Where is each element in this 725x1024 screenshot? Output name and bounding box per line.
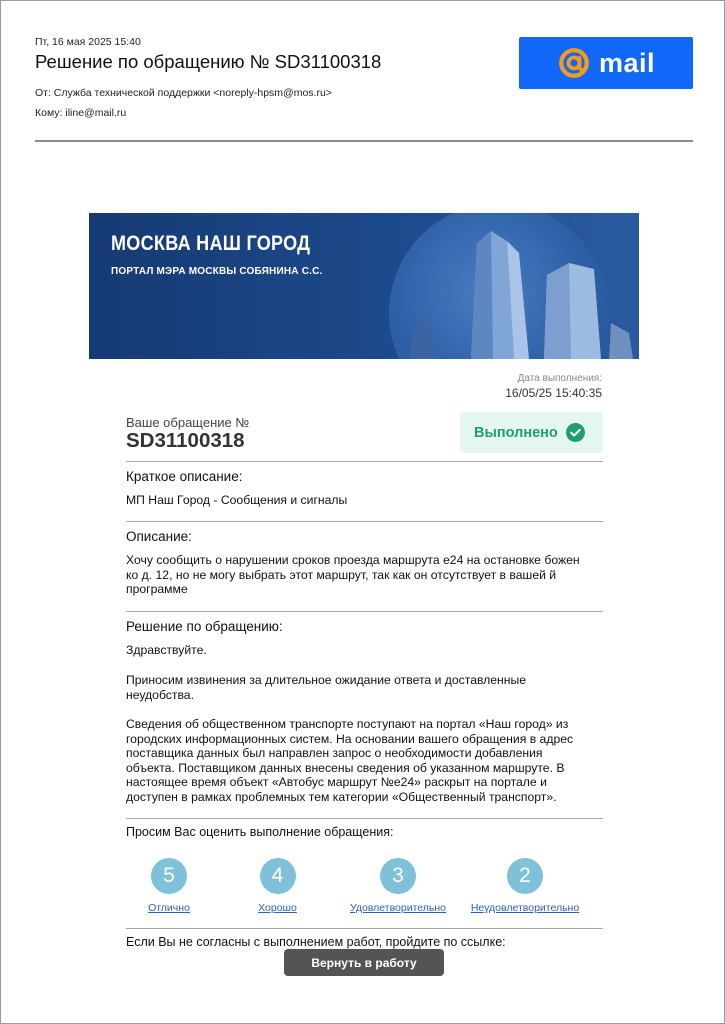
solution-title: Решение по обращению: — [126, 619, 283, 634]
completion-date-label: Дата выполнения: — [517, 373, 602, 384]
email-date: Пт, 16 мая 2025 15:40 — [35, 36, 141, 48]
solution-greeting: Здравствуйте. — [126, 643, 207, 657]
status-badge-text: Выполнено — [474, 424, 558, 441]
rating-link-satisfactory[interactable]: Удовлетворительно — [350, 902, 447, 914]
divider — [126, 818, 603, 819]
rating-option-3[interactable] — [350, 858, 446, 914]
rating-score-circle[interactable]: 5 — [151, 858, 187, 894]
banner-subtitle: ПОРТАЛ МЭРА МОСКВЫ СОБЯНИНА С.С. — [111, 266, 323, 277]
brief-description-text: МП Наш Город - Сообщения и сигналы — [126, 493, 348, 507]
banner-title: МОСКВА НАШ ГОРОД — [111, 232, 311, 255]
request-number-label: Ваше обращение № — [126, 415, 250, 430]
rating-option-5[interactable] — [148, 858, 190, 914]
disagree-text: Если Вы не согласны с выполнением работ, пройдите по ссылке: — [126, 935, 506, 949]
divider — [126, 461, 603, 462]
rating-link-excellent[interactable]: Отлично — [148, 902, 190, 914]
divider — [126, 521, 603, 522]
rating-link-unsatisfactory[interactable]: Неудовлетворительно — [470, 902, 580, 914]
rating-prompt: Просим Вас оценить выполнение обращения: — [126, 825, 394, 839]
brief-description-title: Краткое описание: — [126, 469, 243, 484]
completion-date: 16/05/25 15:40:35 — [505, 386, 602, 400]
checkmark-icon — [566, 423, 585, 442]
solution-apology: Приносим извинения за длительное ожидание ответа и доставленные неудобства. — [126, 673, 527, 702]
at-sign-icon — [557, 46, 591, 80]
email-to: Кому: iline@mail.ru — [35, 107, 127, 119]
email-subject: Решение по обращению № SD31100318 — [35, 51, 382, 72]
divider — [126, 611, 603, 612]
rating-option-4[interactable] — [258, 858, 297, 914]
email-from: От: Служба технической поддержки <noreply-hpsm@mos.ru> — [35, 87, 332, 99]
description-text: Хочу сообщить о нарушении сроков проезда маршрута е24 на остановке божен ко д. 12, но не могу выбрать этот маршрут, так как он отсутствует в вашей й программе — [126, 553, 580, 597]
rating-option-2[interactable] — [471, 858, 579, 914]
status-badge — [460, 412, 603, 453]
moscow-banner — [89, 213, 639, 359]
return-to-work-button[interactable]: Вернуть в работу — [284, 949, 444, 976]
rating-score-circle[interactable]: 2 — [507, 858, 543, 894]
mail-logo-text: mail — [598, 47, 656, 78]
solution-details: Сведения об общественном транспорте поступают на портал «Наш город» из городских информационных систем. На основании вашего обращения в адрес поставщика данных был направлен запрос о необходимости добавления объекта. Поставщиком данных внесены сведения об указанном маршруте. В настоящее время объект «Автобус маршрут №е24» раскрыт на портале и доступен в рамках проблемных тем категории «Общественный транспорт». — [126, 717, 574, 804]
description-title: Описание: — [126, 529, 192, 544]
rating-score-circle[interactable]: 4 — [260, 858, 296, 894]
divider — [126, 928, 603, 929]
request-number: SD31100318 — [126, 429, 245, 452]
header-divider — [35, 140, 693, 142]
mail-logo — [519, 37, 693, 89]
rating-score-circle[interactable]: 3 — [380, 858, 416, 894]
rating-link-good[interactable]: Хорошо — [258, 902, 297, 914]
